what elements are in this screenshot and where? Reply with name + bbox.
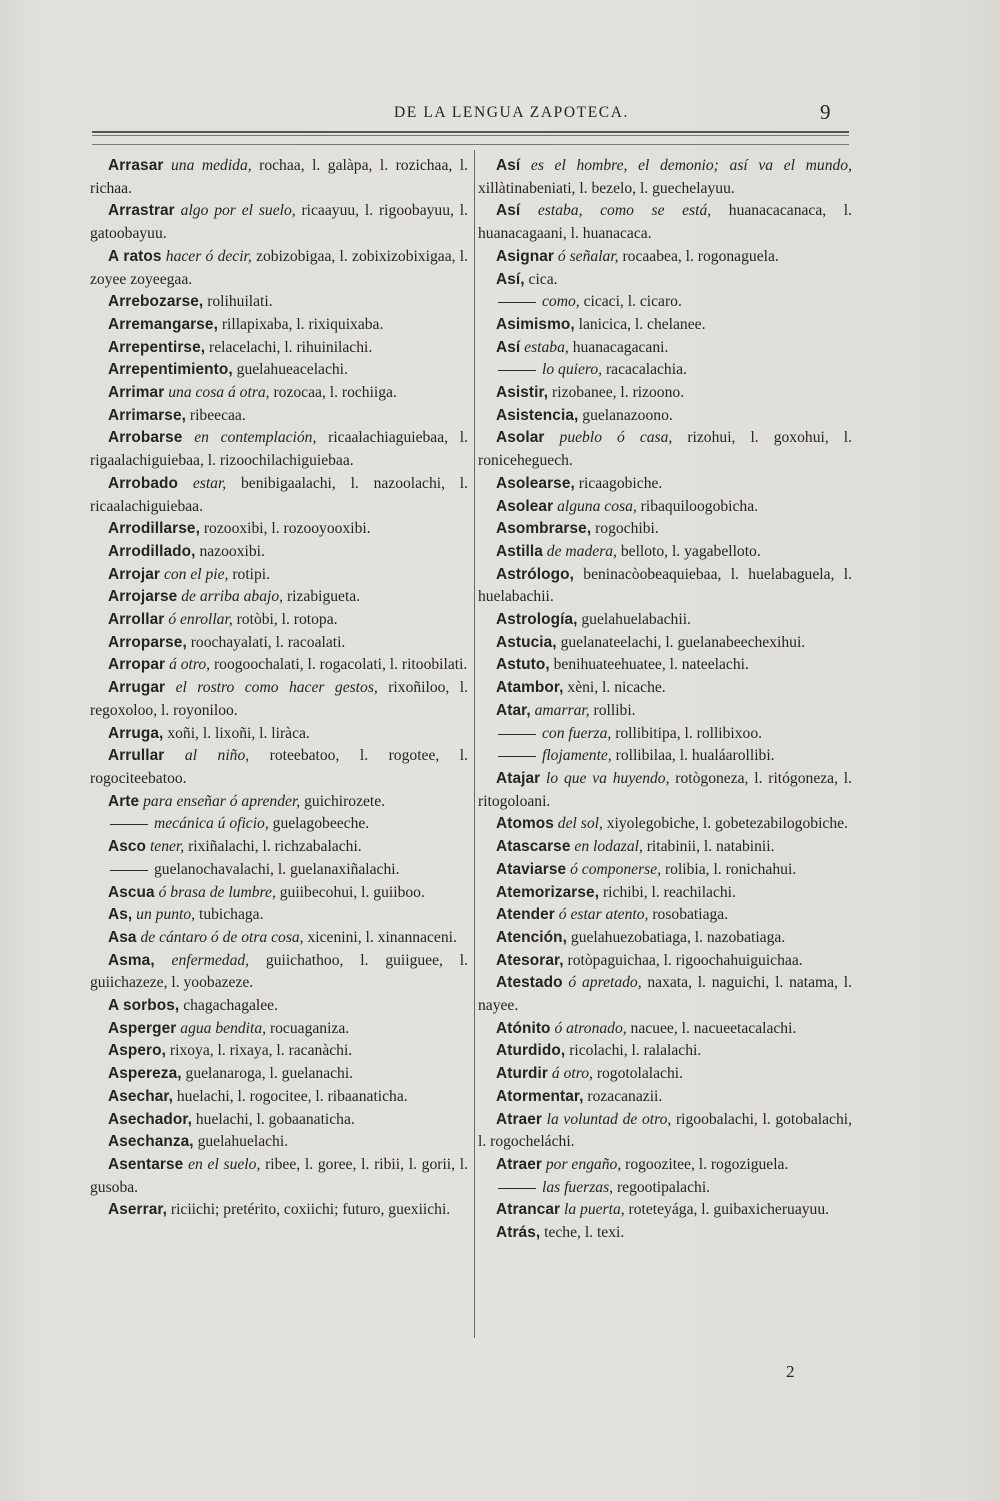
dictionary-entry xyxy=(90,1109,468,1132)
qualifier: un punto, xyxy=(136,906,196,924)
translation: rizabigueta. xyxy=(283,588,361,606)
translation: xicenini, l. xinannaceni. xyxy=(303,928,457,946)
translation: guelanaroga, l. guelanachi. xyxy=(181,1065,354,1083)
headword: Arrasar xyxy=(108,157,164,174)
qualifier: estar, xyxy=(192,474,227,492)
dictionary-entry xyxy=(90,541,468,564)
dictionary-entry xyxy=(90,200,468,245)
headword: Astilla xyxy=(496,542,543,560)
translation: rozacanazii. xyxy=(583,1087,663,1105)
qualifier: con el pie, xyxy=(163,565,229,583)
dictionary-entry xyxy=(478,882,852,905)
qualifier: de madera, xyxy=(546,542,617,560)
dictionary-entry xyxy=(478,496,852,519)
dictionary-entry xyxy=(90,904,468,927)
headword: Asolearse, xyxy=(496,474,575,492)
qualifier: al niño, xyxy=(184,747,250,765)
translation: guelahuelabachii. xyxy=(577,611,691,629)
signature-mark: 2 xyxy=(786,1362,795,1381)
translation: regootipalachi. xyxy=(613,1178,711,1196)
dictionary-entry xyxy=(478,1109,852,1154)
translation: rotòpaguichaa, l. rigoochahuiguichaa. xyxy=(563,951,803,969)
dictionary-entry xyxy=(478,405,852,428)
qualifier: ó componerse, xyxy=(570,860,662,878)
headword: Arrugar xyxy=(108,679,166,697)
translation: cica. xyxy=(524,270,558,288)
ditto-dash xyxy=(110,824,148,825)
qualifier: alguna cosa, xyxy=(557,497,637,515)
headword: Atajar xyxy=(496,769,541,787)
translation: teche, l. texi. xyxy=(540,1224,625,1242)
ditto-dash xyxy=(498,756,536,757)
headword: Asistencia, xyxy=(496,406,579,424)
dictionary-entry xyxy=(90,1086,468,1109)
translation: rotipi. xyxy=(228,565,271,583)
dictionary-entry xyxy=(478,609,852,632)
dictionary-entry xyxy=(90,632,468,655)
translation: huanacagacani. xyxy=(568,338,669,356)
qualifier: ó enrollar, xyxy=(168,611,233,629)
qualifier: en contemplación, xyxy=(194,429,317,447)
headword: Arrojarse xyxy=(108,588,178,606)
headword: Arrollar xyxy=(108,611,165,629)
headword: Arrodillado, xyxy=(108,542,196,560)
dictionary-entry xyxy=(478,564,852,609)
ditto-dash xyxy=(498,734,536,735)
dictionary-entry xyxy=(90,564,468,587)
headword: Aserrar, xyxy=(108,1201,167,1219)
ditto-dash xyxy=(498,302,536,303)
dictionary-entry xyxy=(478,723,852,746)
translation: guelanateelachi, l. guelanabeechexihui. xyxy=(556,633,806,651)
headword: As, xyxy=(108,906,133,924)
headword: Asma, xyxy=(108,951,155,969)
headword: Atascarse xyxy=(496,838,571,856)
qualifier: una cosa á otra, xyxy=(168,384,270,402)
qualifier: del sol, xyxy=(557,815,603,833)
dictionary-entry xyxy=(90,836,468,859)
dictionary-entry xyxy=(90,950,468,995)
dictionary-entry xyxy=(478,745,852,768)
headword: Aspereza, xyxy=(108,1065,182,1083)
headword: Arremangarse, xyxy=(108,315,218,333)
ditto-dash xyxy=(110,870,148,871)
translation: rogotolalachi. xyxy=(592,1065,683,1083)
headword: Atestado xyxy=(496,974,563,992)
translation: rollibitipa, l. rollibixoo. xyxy=(611,724,763,742)
dictionary-entry xyxy=(90,246,468,291)
headword: Así xyxy=(496,202,521,220)
translation: xèni, l. nicache. xyxy=(563,679,666,697)
dictionary-entry xyxy=(478,927,852,950)
dictionary-entry xyxy=(90,882,468,905)
qualifier: á otro, xyxy=(169,656,211,674)
translation: rotògoneza, l. ritógoneza, l. ritogoloani. xyxy=(478,769,852,810)
translation: benibigaalachi, l. nazoolachi, l. ricaalachiguiebaa. xyxy=(90,474,469,515)
headword: Así xyxy=(496,157,521,174)
headword: Atender xyxy=(496,906,555,924)
running-title: DE LA LENGUA ZAPOTECA. xyxy=(394,104,629,121)
headword: Asistir, xyxy=(496,384,549,402)
qualifier: ó señalar, xyxy=(557,247,619,265)
dictionary-entry xyxy=(90,1040,468,1063)
page-number: 9 xyxy=(820,100,831,124)
translation: cicaci, l. cicaro. xyxy=(579,293,682,311)
dictionary-entry xyxy=(478,1086,852,1109)
translation: xiyolegobiche, l. gobetezabilogobiche. xyxy=(602,815,848,833)
translation: guelanazoono. xyxy=(578,406,673,424)
translation: nazooxibi. xyxy=(195,542,265,560)
translation: ribeecaa. xyxy=(186,406,246,424)
dictionary-entry xyxy=(478,904,852,927)
translation: rozooxibi, l. rozooyooxibi. xyxy=(199,520,371,538)
running-head xyxy=(0,100,1000,128)
header-rule xyxy=(92,144,849,145)
translation: rogoozitee, l. rogoziguela. xyxy=(621,1155,789,1173)
dictionary-entry xyxy=(478,1063,852,1086)
qualifier: en lodazal, xyxy=(574,838,643,856)
headword: Arrimarse, xyxy=(108,406,186,424)
translation: xoñi, l. lixoñi, l. liràca. xyxy=(163,724,310,742)
headword: Arrobado xyxy=(108,474,179,492)
translation: ricaayuu, l. rigoobayuu, l. gatoobayuu. xyxy=(90,202,468,243)
dictionary-entry xyxy=(478,654,852,677)
headword: Atraer xyxy=(496,1110,542,1128)
dictionary-entry xyxy=(478,314,852,337)
qualifier: ó apretado, xyxy=(568,974,642,992)
qualifier: enfermedad, xyxy=(171,951,250,969)
headword: Astrólogo, xyxy=(496,565,574,583)
dictionary-entry xyxy=(478,1222,852,1245)
headword: Arrastrar xyxy=(108,202,175,220)
qualifier: una medida, xyxy=(170,157,252,174)
headword: Astrología, xyxy=(496,611,578,629)
headword: Aturdir xyxy=(496,1065,548,1083)
translation: zobizobigaa, l. zobixizobixigaa, l. zoyee zoyeegaa. xyxy=(90,247,469,288)
dictionary-entry xyxy=(90,859,468,882)
qualifier: pueblo ó casa, xyxy=(559,429,673,447)
translation: naxata, l. naguichi, l. natama, l. nayee. xyxy=(478,974,852,1015)
headword: Arrepentirse, xyxy=(108,338,206,356)
headword: Asechador, xyxy=(108,1110,192,1128)
dictionary-entry xyxy=(90,677,468,722)
qualifier: algo por el suelo, xyxy=(180,202,296,220)
qualifier: mecánica ú oficio, xyxy=(154,815,269,833)
headword: Arrebozarse, xyxy=(108,293,204,311)
translation: guelahuelachi. xyxy=(193,1133,289,1151)
translation: rizobanee, l. rizoono. xyxy=(548,384,685,402)
headword: Atraer xyxy=(496,1155,542,1173)
qualifier: de cántaro ó de otra cosa, xyxy=(140,928,304,946)
headword: Así, xyxy=(496,270,525,288)
dictionary-entry xyxy=(90,586,468,609)
headword: Arrodillarse, xyxy=(108,520,200,538)
translation: roogoochalati, l. rogacolati, l. ritoobilati. xyxy=(210,656,468,674)
headword: Atrancar xyxy=(496,1201,561,1219)
translation: huanacacanaca, l. huanacagaani, l. huanacaca. xyxy=(478,202,853,243)
headword: Asimismo, xyxy=(496,315,575,333)
translation: benihuateehuatee, l. nateelachi. xyxy=(549,656,749,674)
translation: guiichathoo, l. guiiguee, l. guiichazeze, l. yoobazeze. xyxy=(90,951,468,992)
headword: Asombrarse, xyxy=(496,520,592,538)
headword: A sorbos, xyxy=(108,997,180,1015)
translation: rixoya, l. rixaya, l. racanàchi. xyxy=(166,1042,353,1060)
qualifier: estaba, como se está, xyxy=(537,202,712,220)
dictionary-entry xyxy=(90,473,468,518)
headword: Asolear xyxy=(496,497,554,515)
qualifier: las fuerzas, xyxy=(542,1178,614,1196)
qualifier: ó brasa de lumbre, xyxy=(158,883,276,901)
translation: rizohui, l. goxohui, l. roniceheguech. xyxy=(478,429,852,470)
translation: rosobatiaga. xyxy=(648,906,729,924)
translation: guelahuezobatiaga, l. nazobatiaga. xyxy=(567,928,786,946)
headword: Asechanza, xyxy=(108,1133,194,1151)
left-column xyxy=(90,155,468,1222)
headword: Asolar xyxy=(496,429,545,447)
headword: Asentarse xyxy=(108,1155,184,1173)
headword: Arroparse, xyxy=(108,633,187,651)
dictionary-entry xyxy=(478,1154,852,1177)
dictionary-entry xyxy=(90,427,468,472)
qualifier: lo quiero, xyxy=(542,361,603,379)
dictionary-entry xyxy=(90,723,468,746)
headword: Arrepentimiento, xyxy=(108,361,233,379)
headword: A ratos xyxy=(108,247,162,265)
dictionary-entry xyxy=(90,1131,468,1154)
ditto-dash xyxy=(498,1188,536,1189)
dictionary-entry xyxy=(90,155,468,200)
translation: rigoobalachi, l. gotobalachi, l. rogocheláchi. xyxy=(478,1110,852,1151)
dictionary-entry xyxy=(90,995,468,1018)
headword: Atomos xyxy=(496,815,554,833)
translation: guelanochavalachi, l. guelanaxiñalachi. xyxy=(154,860,400,878)
translation: ricaagobiche. xyxy=(574,474,663,492)
translation: ricaalachiaguiebaa, l. rigaalachiguiebaa, l. rizoochilachiguiebaa. xyxy=(90,429,468,470)
dictionary-entry xyxy=(478,291,852,314)
dictionary-entry xyxy=(90,518,468,541)
translation: xillàtinabeniati, l. bezelo, l. guechelayuu. xyxy=(478,179,735,197)
translation: ricolachi, l. ralalachi. xyxy=(565,1042,702,1060)
translation: rollibi. xyxy=(589,701,636,719)
qualifier: con fuerza, xyxy=(542,724,612,742)
dictionary-entry xyxy=(478,155,852,200)
translation: guelagobeeche. xyxy=(268,815,370,833)
header-rule xyxy=(92,135,849,136)
qualifier: la voluntad de otro, xyxy=(546,1110,672,1128)
translation: rillapixaba, l. rixiquixaba. xyxy=(217,315,384,333)
qualifier: para enseñar ó aprender, xyxy=(143,792,301,810)
dictionary-entry xyxy=(478,269,852,292)
dictionary-entry xyxy=(90,745,468,790)
translation: rixoñiloo, l. regoxoloo, l. royoniloo. xyxy=(90,679,468,719)
qualifier: hacer ó decir, xyxy=(165,247,252,265)
translation: rozocaa, l. rochiiga. xyxy=(269,384,397,402)
translation: riciichi; pretérito, coxiichi; futuro, guexiichi. xyxy=(167,1201,451,1219)
translation: beninacòobeaquiebaa, l. huelabaguela, l. huelabachii. xyxy=(478,565,852,606)
dictionary-entry xyxy=(478,427,852,472)
qualifier: ó estar atento, xyxy=(558,906,649,924)
translation: guiibecohui, l. guiiboo. xyxy=(275,883,425,901)
headword: Aspero, xyxy=(108,1042,167,1060)
translation: rollibilaa, l. hualáarollibi. xyxy=(611,747,775,765)
translation: rotòbi, l. rotopa. xyxy=(232,611,338,629)
translation: tubichaga. xyxy=(195,906,264,924)
headword: Asperger xyxy=(108,1019,177,1037)
dictionary-entry xyxy=(478,632,852,655)
right-column xyxy=(478,155,852,1245)
dictionary-entry xyxy=(90,654,468,677)
translation: rolibia, l. ronichahui. xyxy=(661,860,797,878)
translation: ribaquiloogobicha. xyxy=(636,497,759,515)
qualifier: amarrar, xyxy=(534,701,590,719)
headword: Arruga, xyxy=(108,724,164,742)
qualifier: por engaño, xyxy=(545,1155,622,1173)
dictionary-entry xyxy=(478,859,852,882)
headword: Asa xyxy=(108,928,137,946)
headword: Astuto, xyxy=(496,656,550,674)
headword: Arrobarse xyxy=(108,429,183,447)
translation: rolihuilati. xyxy=(203,293,273,311)
dictionary-entry xyxy=(478,200,852,245)
ditto-dash xyxy=(498,370,536,371)
qualifier: estaba, xyxy=(524,338,569,356)
dictionary-entry xyxy=(90,1018,468,1041)
qualifier: la puerta, xyxy=(564,1201,625,1219)
dictionary-entry xyxy=(478,972,852,1017)
header-rule xyxy=(92,131,849,133)
headword: Asignar xyxy=(496,247,555,265)
headword: Atención, xyxy=(496,928,568,946)
headword: Ascua xyxy=(108,883,155,901)
qualifier: flojamente, xyxy=(542,747,612,765)
dictionary-entry xyxy=(90,405,468,428)
translation: rixiñalachi, l. richzabalachi. xyxy=(184,838,362,856)
headword: Atemorizarse, xyxy=(496,883,600,901)
headword: Asechar, xyxy=(108,1087,173,1105)
headword: Asco xyxy=(108,838,147,856)
translation: huelachi, l. rogocitee, l. ribaanaticha. xyxy=(172,1087,408,1105)
dictionary-entry xyxy=(90,291,468,314)
dictionary-entry xyxy=(478,1040,852,1063)
dictionary-entry xyxy=(478,541,852,564)
dictionary-entry xyxy=(90,1199,468,1222)
dictionary-entry xyxy=(478,246,852,269)
qualifier: el rostro como hacer gestos, xyxy=(175,679,378,697)
headword: Arrojar xyxy=(108,565,161,583)
dictionary-entry xyxy=(478,1177,852,1200)
headword: Atrás, xyxy=(496,1224,541,1242)
translation: rocaabea, l. rogonaguela. xyxy=(618,247,779,265)
qualifier: en el suelo, xyxy=(188,1155,261,1173)
qualifier: lo que va huyendo, xyxy=(546,769,670,787)
translation: rocuaganiza. xyxy=(266,1019,350,1037)
dictionary-entry xyxy=(478,473,852,496)
headword: Astucia, xyxy=(496,633,557,651)
translation: roteebatoo, l. rogotee, l. rogociteebatoo. xyxy=(90,747,468,787)
dictionary-entry xyxy=(478,337,852,360)
qualifier: es el hombre, el demonio; así va el mundo, xyxy=(530,157,852,174)
translation: ribee, l. goree, l. ribii, l. gorii, l. gusoba. xyxy=(90,1155,468,1196)
headword: Atónito xyxy=(496,1019,551,1037)
translation: chagachagalee. xyxy=(179,997,278,1015)
headword: Atesorar, xyxy=(496,951,564,969)
column-divider xyxy=(474,150,475,1338)
translation: ritabinii, l. natabinii. xyxy=(642,838,775,856)
translation: guelahueacelachi. xyxy=(232,361,348,379)
qualifier: agua bendita, xyxy=(180,1019,267,1037)
dictionary-entry xyxy=(90,813,468,836)
translation: nacuee, l. nacueetacalachi. xyxy=(626,1019,797,1037)
headword: Atar, xyxy=(496,701,531,719)
translation: lanicica, l. chelanee. xyxy=(574,315,706,333)
dictionary-entry xyxy=(90,382,468,405)
dictionary-entry xyxy=(478,836,852,859)
dictionary-entry xyxy=(478,359,852,382)
headword: Arrullar xyxy=(108,747,165,765)
headword: Atambor, xyxy=(496,679,564,697)
dictionary-entry xyxy=(478,1018,852,1041)
translation: richibi, l. reachilachi. xyxy=(599,883,736,901)
translation: belloto, l. yagabelloto. xyxy=(616,542,761,560)
dictionary-entry xyxy=(478,518,852,541)
translation: roteteyága, l. guibaxicheruayuu. xyxy=(624,1201,830,1219)
dictionary-entry xyxy=(90,1063,468,1086)
dictionary-entry xyxy=(478,677,852,700)
dictionary-entry xyxy=(90,314,468,337)
dictionary-entry xyxy=(90,927,468,950)
qualifier: ó atronado, xyxy=(554,1019,627,1037)
headword: Arropar xyxy=(108,656,166,674)
dictionary-entry xyxy=(478,700,852,723)
dictionary-entry xyxy=(478,768,852,813)
headword: Ataviarse xyxy=(496,860,567,878)
headword: Arrimar xyxy=(108,384,165,402)
headword: Aturdido, xyxy=(496,1042,566,1060)
dictionary-entry xyxy=(90,337,468,360)
translation: guichirozete. xyxy=(300,792,386,810)
headword: Arte xyxy=(108,792,140,810)
dictionary-entry xyxy=(90,609,468,632)
translation: racacalachia. xyxy=(602,361,687,379)
dictionary-entry xyxy=(478,382,852,405)
qualifier: á otro, xyxy=(551,1065,593,1083)
translation: roochayalati, l. racoalati. xyxy=(186,633,346,651)
translation: rogochibi. xyxy=(591,520,659,538)
translation: huelachi, l. gobaanaticha. xyxy=(191,1110,355,1128)
dictionary-entry xyxy=(90,1154,468,1199)
headword: Atormentar, xyxy=(496,1087,584,1105)
dictionary-entry xyxy=(478,1199,852,1222)
qualifier: de arriba abajo, xyxy=(181,588,284,606)
dictionary-entry xyxy=(478,950,852,973)
dictionary-entry xyxy=(90,791,468,814)
qualifier: tener, xyxy=(149,838,185,856)
dictionary-entry xyxy=(90,359,468,382)
translation: relacelachi, l. rihuinilachi. xyxy=(205,338,373,356)
dictionary-entry xyxy=(478,813,852,836)
headword: Así xyxy=(496,338,521,356)
qualifier: como, xyxy=(542,293,580,311)
translation: rochaa, l. galàpa, l. rozichaa, l. richaa. xyxy=(90,157,469,197)
